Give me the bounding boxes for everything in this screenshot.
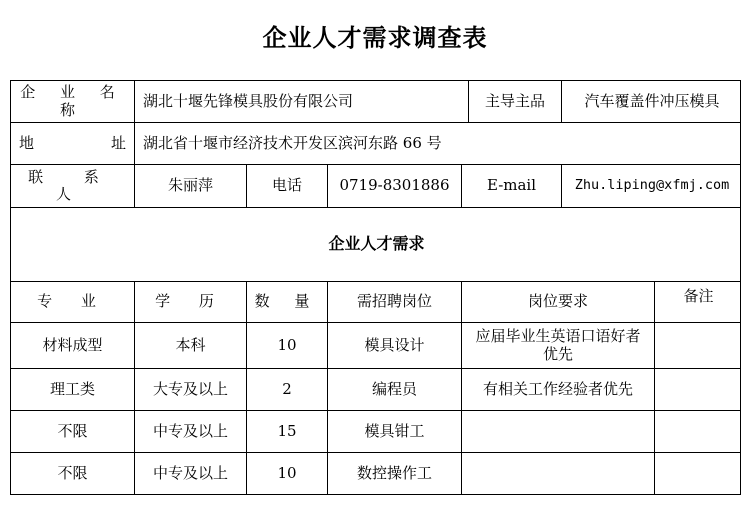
row-education: 本科 <box>134 323 246 368</box>
section-title: 企业人才需求 <box>328 234 425 254</box>
table-row <box>10 410 741 452</box>
table-bottom-border <box>10 494 741 495</box>
company-name-label: 企 业 名 称 <box>20 83 125 119</box>
header-note: 备注 <box>654 282 742 322</box>
row-count: 15 <box>246 411 327 452</box>
header-education: 学 历 <box>134 282 246 322</box>
row-major: 不限 <box>57 421 88 440</box>
address-label <box>11 123 134 164</box>
address-row <box>10 122 741 164</box>
contact-label: 联 系 人 <box>28 167 117 203</box>
header-count: 数 量 <box>246 282 327 322</box>
row-education: 中专及以上 <box>134 411 246 452</box>
row-note <box>654 453 742 494</box>
table-header-row <box>10 281 741 322</box>
address-value: 湖北省十堰市经济技术开发区滨河东路 66 号 <box>134 123 742 164</box>
row-major: 材料成型 <box>42 335 103 354</box>
row-requirement: 应届毕业生英语口语好者优先 <box>461 323 654 368</box>
row-major: 不限 <box>57 463 88 482</box>
main-product-label: 主导主品 <box>468 81 561 122</box>
row-position: 模具设计 <box>327 323 461 368</box>
row-education: 大专及以上 <box>134 369 246 410</box>
phone-value: 0719-8301886 <box>327 165 461 207</box>
section-title-row <box>10 207 741 281</box>
table-row <box>10 368 741 410</box>
row-position: 数控操作工 <box>327 453 461 494</box>
row-note <box>654 323 742 368</box>
row-count: 10 <box>246 453 327 494</box>
contact-value: 朱丽萍 <box>134 165 246 207</box>
row-requirement <box>461 453 654 494</box>
company-name-row <box>10 80 741 122</box>
phone-label: 电话 <box>246 165 327 207</box>
page-title: 企业人才需求调查表 <box>262 23 488 52</box>
table-row <box>10 322 741 368</box>
address-label-right: 址 <box>110 133 126 152</box>
address-label-left: 地 <box>19 133 35 152</box>
contact-row <box>10 164 741 207</box>
row-major: 理工类 <box>49 379 95 398</box>
row-note <box>654 369 742 410</box>
main-product-value: 汽车覆盖件冲压模具 <box>561 81 742 122</box>
row-requirement: 有相关工作经验者优先 <box>461 369 654 410</box>
header-major: 专 业 <box>37 292 108 311</box>
row-education: 中专及以上 <box>134 453 246 494</box>
table-row <box>10 452 741 494</box>
row-position: 编程员 <box>327 369 461 410</box>
row-count: 2 <box>246 369 327 410</box>
header-position: 需招聘岗位 <box>327 282 461 322</box>
row-note <box>654 411 742 452</box>
row-position: 模具钳工 <box>327 411 461 452</box>
row-count: 10 <box>246 323 327 368</box>
company-name-value: 湖北十堰先锋模具股份有限公司 <box>134 81 478 122</box>
header-requirement: 岗位要求 <box>461 282 654 322</box>
email-label: E-mail <box>461 165 561 207</box>
email-value: Zhu.liping@xfmj.com <box>561 165 742 207</box>
row-requirement <box>461 411 654 452</box>
